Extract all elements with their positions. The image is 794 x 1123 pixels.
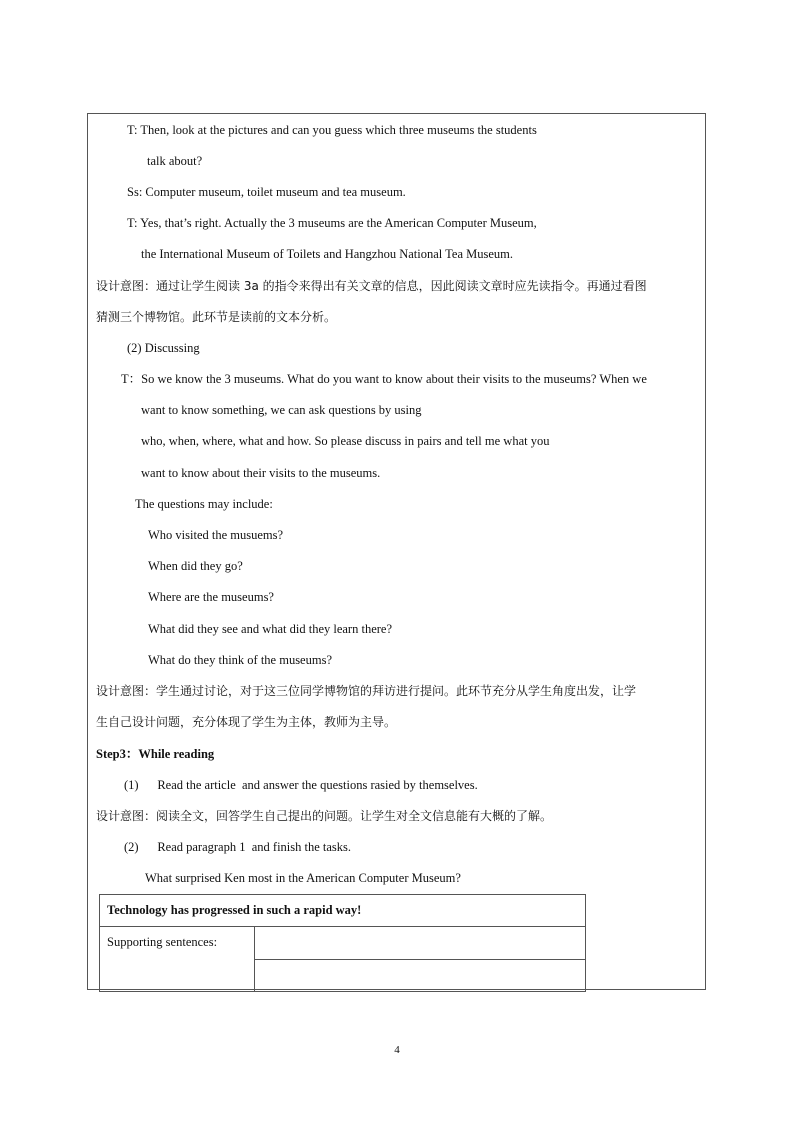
design-intent-text: 生自己设计问题，充分体现了学生为主体，教师为主导。 bbox=[96, 715, 397, 729]
question-item: When did they go? bbox=[148, 559, 243, 573]
question-item: What do they think of the museums? bbox=[148, 653, 332, 667]
task-table bbox=[99, 894, 586, 992]
answer-cell[interactable] bbox=[255, 927, 586, 960]
table-header: Technology has progressed in such a rapid way! bbox=[100, 895, 586, 927]
text-line: want to know about their visits to the museums. bbox=[141, 466, 381, 480]
task-item: (1) Read the article and answer the questions rasied by themselves. bbox=[124, 778, 478, 792]
question-item: Where are the museums? bbox=[148, 590, 274, 604]
design-intent-text: 猜测三个博物馆。此环节是读前的文本分析。 bbox=[96, 310, 337, 324]
design-intent-text: 设计意图：阅读全文，回答学生自己提出的问题。让学生对全文信息能有大概的了解。 bbox=[96, 809, 553, 823]
text-line: talk about? bbox=[147, 154, 203, 168]
text-line: the International Museum of Toilets and Hangzhou National Tea Museum. bbox=[141, 247, 514, 261]
text-line: who, when, where, what and how. So please discuss in pairs and tell me what you bbox=[141, 434, 550, 448]
lesson-plan-frame bbox=[87, 113, 706, 990]
text-line: T: Yes, that’s right. Actually the 3 museums are the American Computer Museum, bbox=[127, 216, 537, 230]
task-item: (2) Read paragraph 1 and finish the tasks. bbox=[124, 840, 352, 854]
page-number: 4 bbox=[394, 1044, 400, 1056]
text-line: T: Then, look at the pictures and can you guess which three museums the students bbox=[127, 123, 537, 137]
supporting-sentences-label: Supporting sentences: bbox=[100, 927, 255, 992]
section-heading: (2) Discussing bbox=[127, 341, 200, 355]
step-heading: Step3：While reading bbox=[96, 747, 215, 761]
text-line: want to know something, we can ask questions by using bbox=[141, 403, 422, 417]
text-line: The questions may include: bbox=[135, 497, 273, 511]
question-item: What did they see and what did they learn there? bbox=[148, 622, 393, 636]
design-intent-text: 设计意图：学生通过讨论，对于这三位同学博物馆的拜访进行提问。此环节充分从学生角度出发，让学 bbox=[96, 684, 637, 698]
task-question: What surprised Ken most in the American Computer Museum? bbox=[145, 871, 461, 885]
text-line: Ss: Computer museum, toilet museum and tea museum. bbox=[127, 185, 406, 199]
question-item: Who visited the musuems? bbox=[148, 528, 284, 542]
design-intent-text: 设计意图：通过让学生阅读 3a 的指令来得出有关文章的信息，因此阅读文章时应先读指令。再通过看图 bbox=[96, 279, 647, 293]
text-line: T：So we know the 3 museums. What do you want to know about their visits to the museums? When we bbox=[121, 372, 647, 386]
answer-cell[interactable] bbox=[255, 960, 586, 992]
